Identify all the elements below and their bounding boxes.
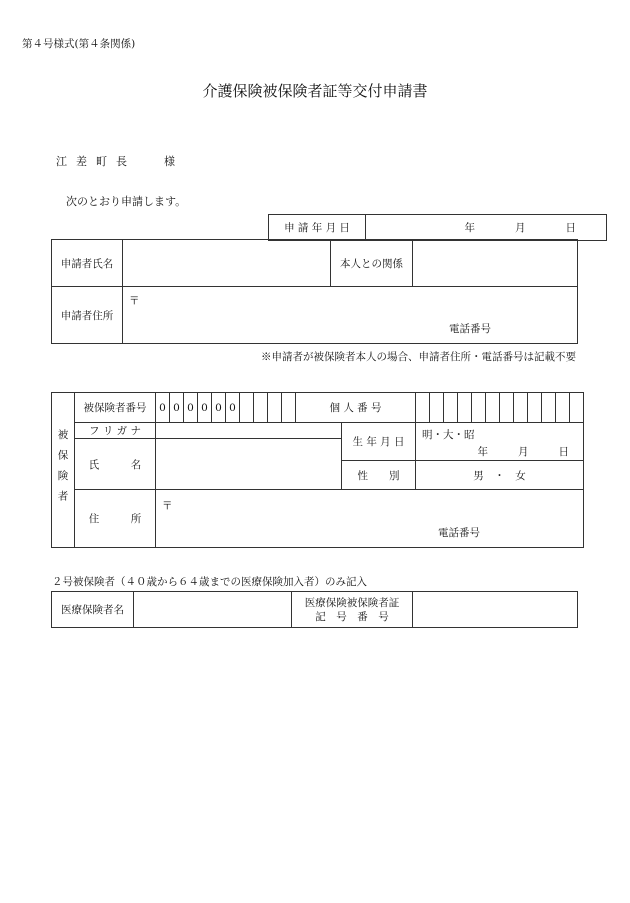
insurer-name-label: 医療保険者名 [52,592,134,628]
applicant-name-label: 申請者氏名 [52,240,123,287]
card-label-line1: 医療保険被保険者証 [304,596,400,609]
insured-number-digit[interactable]: 0 [198,393,212,423]
postal-mark: 〒 [162,500,173,512]
furigana-field[interactable] [156,423,342,439]
insured-number-digit[interactable]: 0 [226,393,240,423]
applicant-address-label: 申請者住所 [52,287,123,344]
insurance-card-number-field[interactable] [413,592,578,628]
sex-label: 性 別 [342,461,416,490]
intro-text: 次のとおり申請します。 [66,195,187,208]
personal-number-digit[interactable] [472,393,486,423]
insured-name-label: 氏 名 [75,439,156,490]
form-code: 第４号様式(第４条関係) [22,38,136,50]
personal-number-digit[interactable] [542,393,556,423]
personal-number-digit[interactable] [570,393,584,423]
birth-day-label: 日 [558,446,569,458]
insured-number-label: 被保険者番号 [75,393,156,423]
insured-number-digit[interactable]: 0 [212,393,226,423]
birth-year-label: 年 [477,446,488,458]
section2-title: ２号被保険者（４０歳から６４歳までの医療保険加入者）のみ記入 [52,576,367,588]
insurance-card-number-label [292,592,413,628]
insured-address-label: 住 所 [75,490,156,548]
applicant-note: ※申請者が被保険者本人の場合、申請者住所・電話番号は記載不要 [261,351,576,363]
insured-name-field[interactable] [156,439,342,490]
personal-number-digit[interactable] [430,393,444,423]
era-options: 明・大・昭 [422,429,475,441]
date-day-label: 日 [565,222,576,234]
personal-number-digit[interactable] [556,393,570,423]
insured-number-digit[interactable]: 0 [184,393,198,423]
insured-number-digit[interactable] [282,393,296,423]
personal-number-digit[interactable] [500,393,514,423]
insured-number-digit[interactable] [240,393,254,423]
insured-number-digit[interactable] [268,393,282,423]
application-date-label: 申 請 年 月 日 [269,215,366,241]
birthdate-field[interactable] [416,423,584,461]
personal-number-digit[interactable] [514,393,528,423]
personal-number-digit[interactable] [416,393,430,423]
page-title: 介護保険被保険者証等交付申請書 [202,82,428,100]
applicant-phone-label: 電話番号 [449,323,491,335]
insured-group-label: 被保険者 [52,393,75,548]
card-label-line2: 記 号 番 号 [315,610,389,623]
applicant-table [51,239,578,344]
date-month-label: 月 [515,222,526,234]
personal-number-digit[interactable] [486,393,500,423]
furigana-label: フ リ ガ ナ [75,423,156,439]
personal-number-digit[interactable] [444,393,458,423]
insured-number-digit[interactable] [254,393,268,423]
addressee-honorific: 様 [164,155,175,168]
insurer-name-field[interactable] [134,592,292,628]
personal-number-digit[interactable] [458,393,472,423]
medical-insurance-table [51,591,578,628]
birth-month-label: 月 [518,446,529,458]
applicant-relation-field[interactable] [413,240,578,287]
sex-options[interactable]: 男 ・ 女 [416,461,584,490]
personal-number-digit[interactable] [528,393,542,423]
application-date-table [268,214,607,241]
insured-address-field[interactable] [156,490,584,548]
insured-table [51,392,584,548]
application-date-field[interactable] [366,215,607,241]
birthdate-label: 生 年 月 日 [342,423,416,461]
insured-number-digit[interactable]: 0 [170,393,184,423]
applicant-address-field[interactable] [123,287,578,344]
personal-number-label: 個 人 番 号 [296,393,416,423]
insured-number-digit[interactable]: 0 [156,393,170,423]
postal-mark: 〒 [129,295,140,307]
applicant-relation-label: 本人との関係 [331,240,413,287]
addressee-name: 江差町長 [56,155,136,168]
date-year-label: 年 [464,222,475,234]
insured-phone-label: 電話番号 [438,527,480,539]
addressee [56,153,175,169]
applicant-name-field[interactable] [123,240,331,287]
